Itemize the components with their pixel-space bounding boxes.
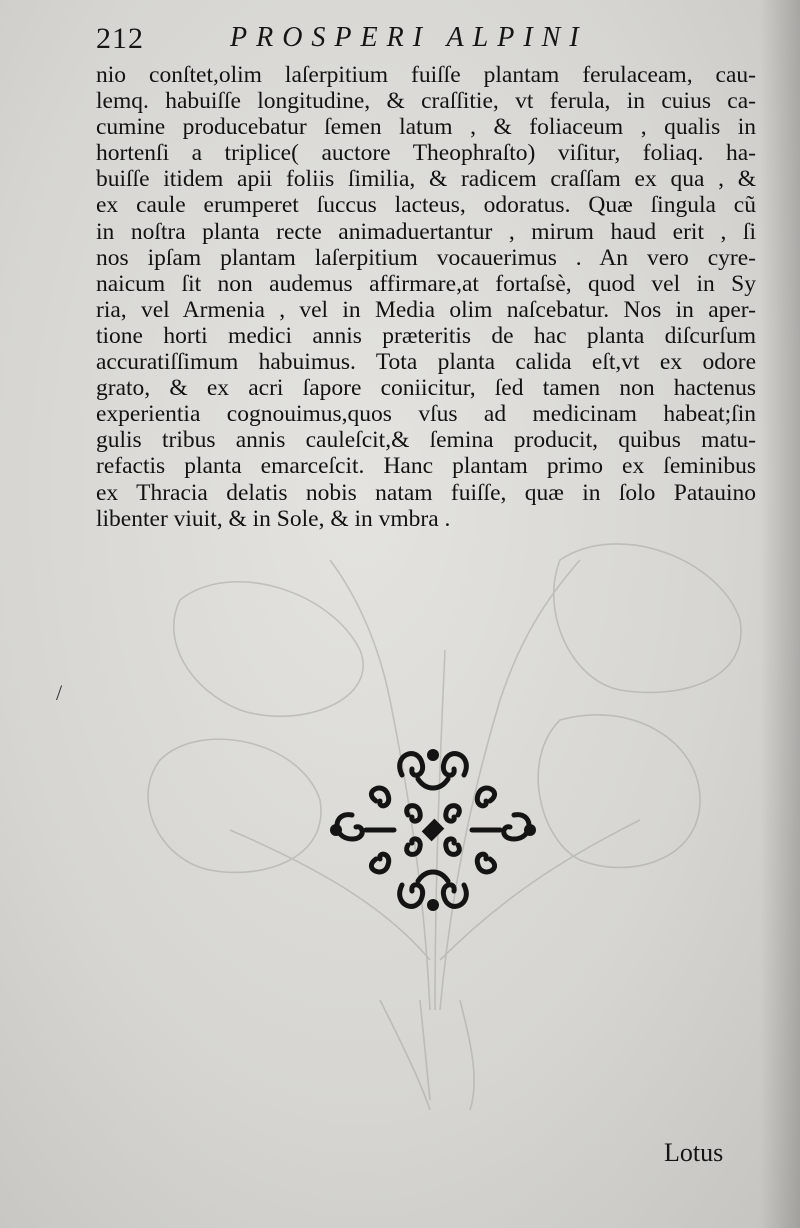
text-line: cumine producebatur ſemen latum , & foliaceum , qualis in (96, 114, 756, 141)
text-line: experientia cognouimus,quos vſus ad medicinam habeat;ſin (96, 401, 756, 428)
text-line: lemq. habuiſſe longitudine, & craſſitie, vt ferula, in cuius ca- (96, 88, 756, 115)
text-line: grato, & ex acri ſapore coniicitur, ſed tamen non hactenus (96, 375, 756, 402)
text-line: tione horti medici annis præteritis de hac planta diſcurſum (96, 322, 756, 349)
text-line: nos ipſam plantam laſerpitium vocauerimus . An vero cyre- (96, 244, 756, 271)
text-line: gulis tribus annis cauleſcit,& ſemina producit, quibus matu- (96, 427, 756, 454)
stray-pen-mark: / (56, 680, 63, 705)
text-line-last: libenter viuit, & in Sole, & in vmbra . (96, 505, 451, 532)
text-line: ex Thracia delatis nobis natam fuiſſe, quæ in ſolo Patauino (96, 479, 756, 506)
page-edge-shadow (760, 0, 800, 1228)
text-line: naicum ſit non audemus affirmare,at fortaſsè, quod vel in Sy (96, 270, 756, 297)
text-line: nio conſtet,olim laſerpitium fuiſſe plantam ferulaceam, cau- (96, 62, 756, 88)
text-line: hortenſi a triplice( auctore Theophraſto) viſitur, foliaq. ha- (96, 140, 756, 167)
catchword: Lotus (664, 1138, 724, 1167)
text-line: ex caule erumperet ſuccus lacteus, odoratus. Quæ ſingula cũ (96, 192, 756, 219)
running-head-title: PROSPERI ALPINI (230, 22, 588, 53)
text-line: accuratiſſimum habuimus. Tota planta calida eſt,vt ex odore (96, 349, 756, 376)
body-text (96, 62, 756, 532)
running-head (96, 22, 636, 62)
text-line: ria, vel Armenia , vel in Media olim naſcebatur. Nos in aper- (96, 296, 756, 323)
text-line: refactis planta emarceſcit. Hanc plantam primo ex ſeminibus (96, 453, 756, 480)
fleuron-ornament-icon (322, 735, 544, 925)
page-number: 212 (96, 22, 144, 55)
text-line: in noſtra planta recte animaduertantur , mirum haud erit , ſi (96, 218, 756, 245)
text-line: buiſſe itidem apii foliis ſimilia, & radicem craſſam ex qua , & (96, 166, 756, 193)
